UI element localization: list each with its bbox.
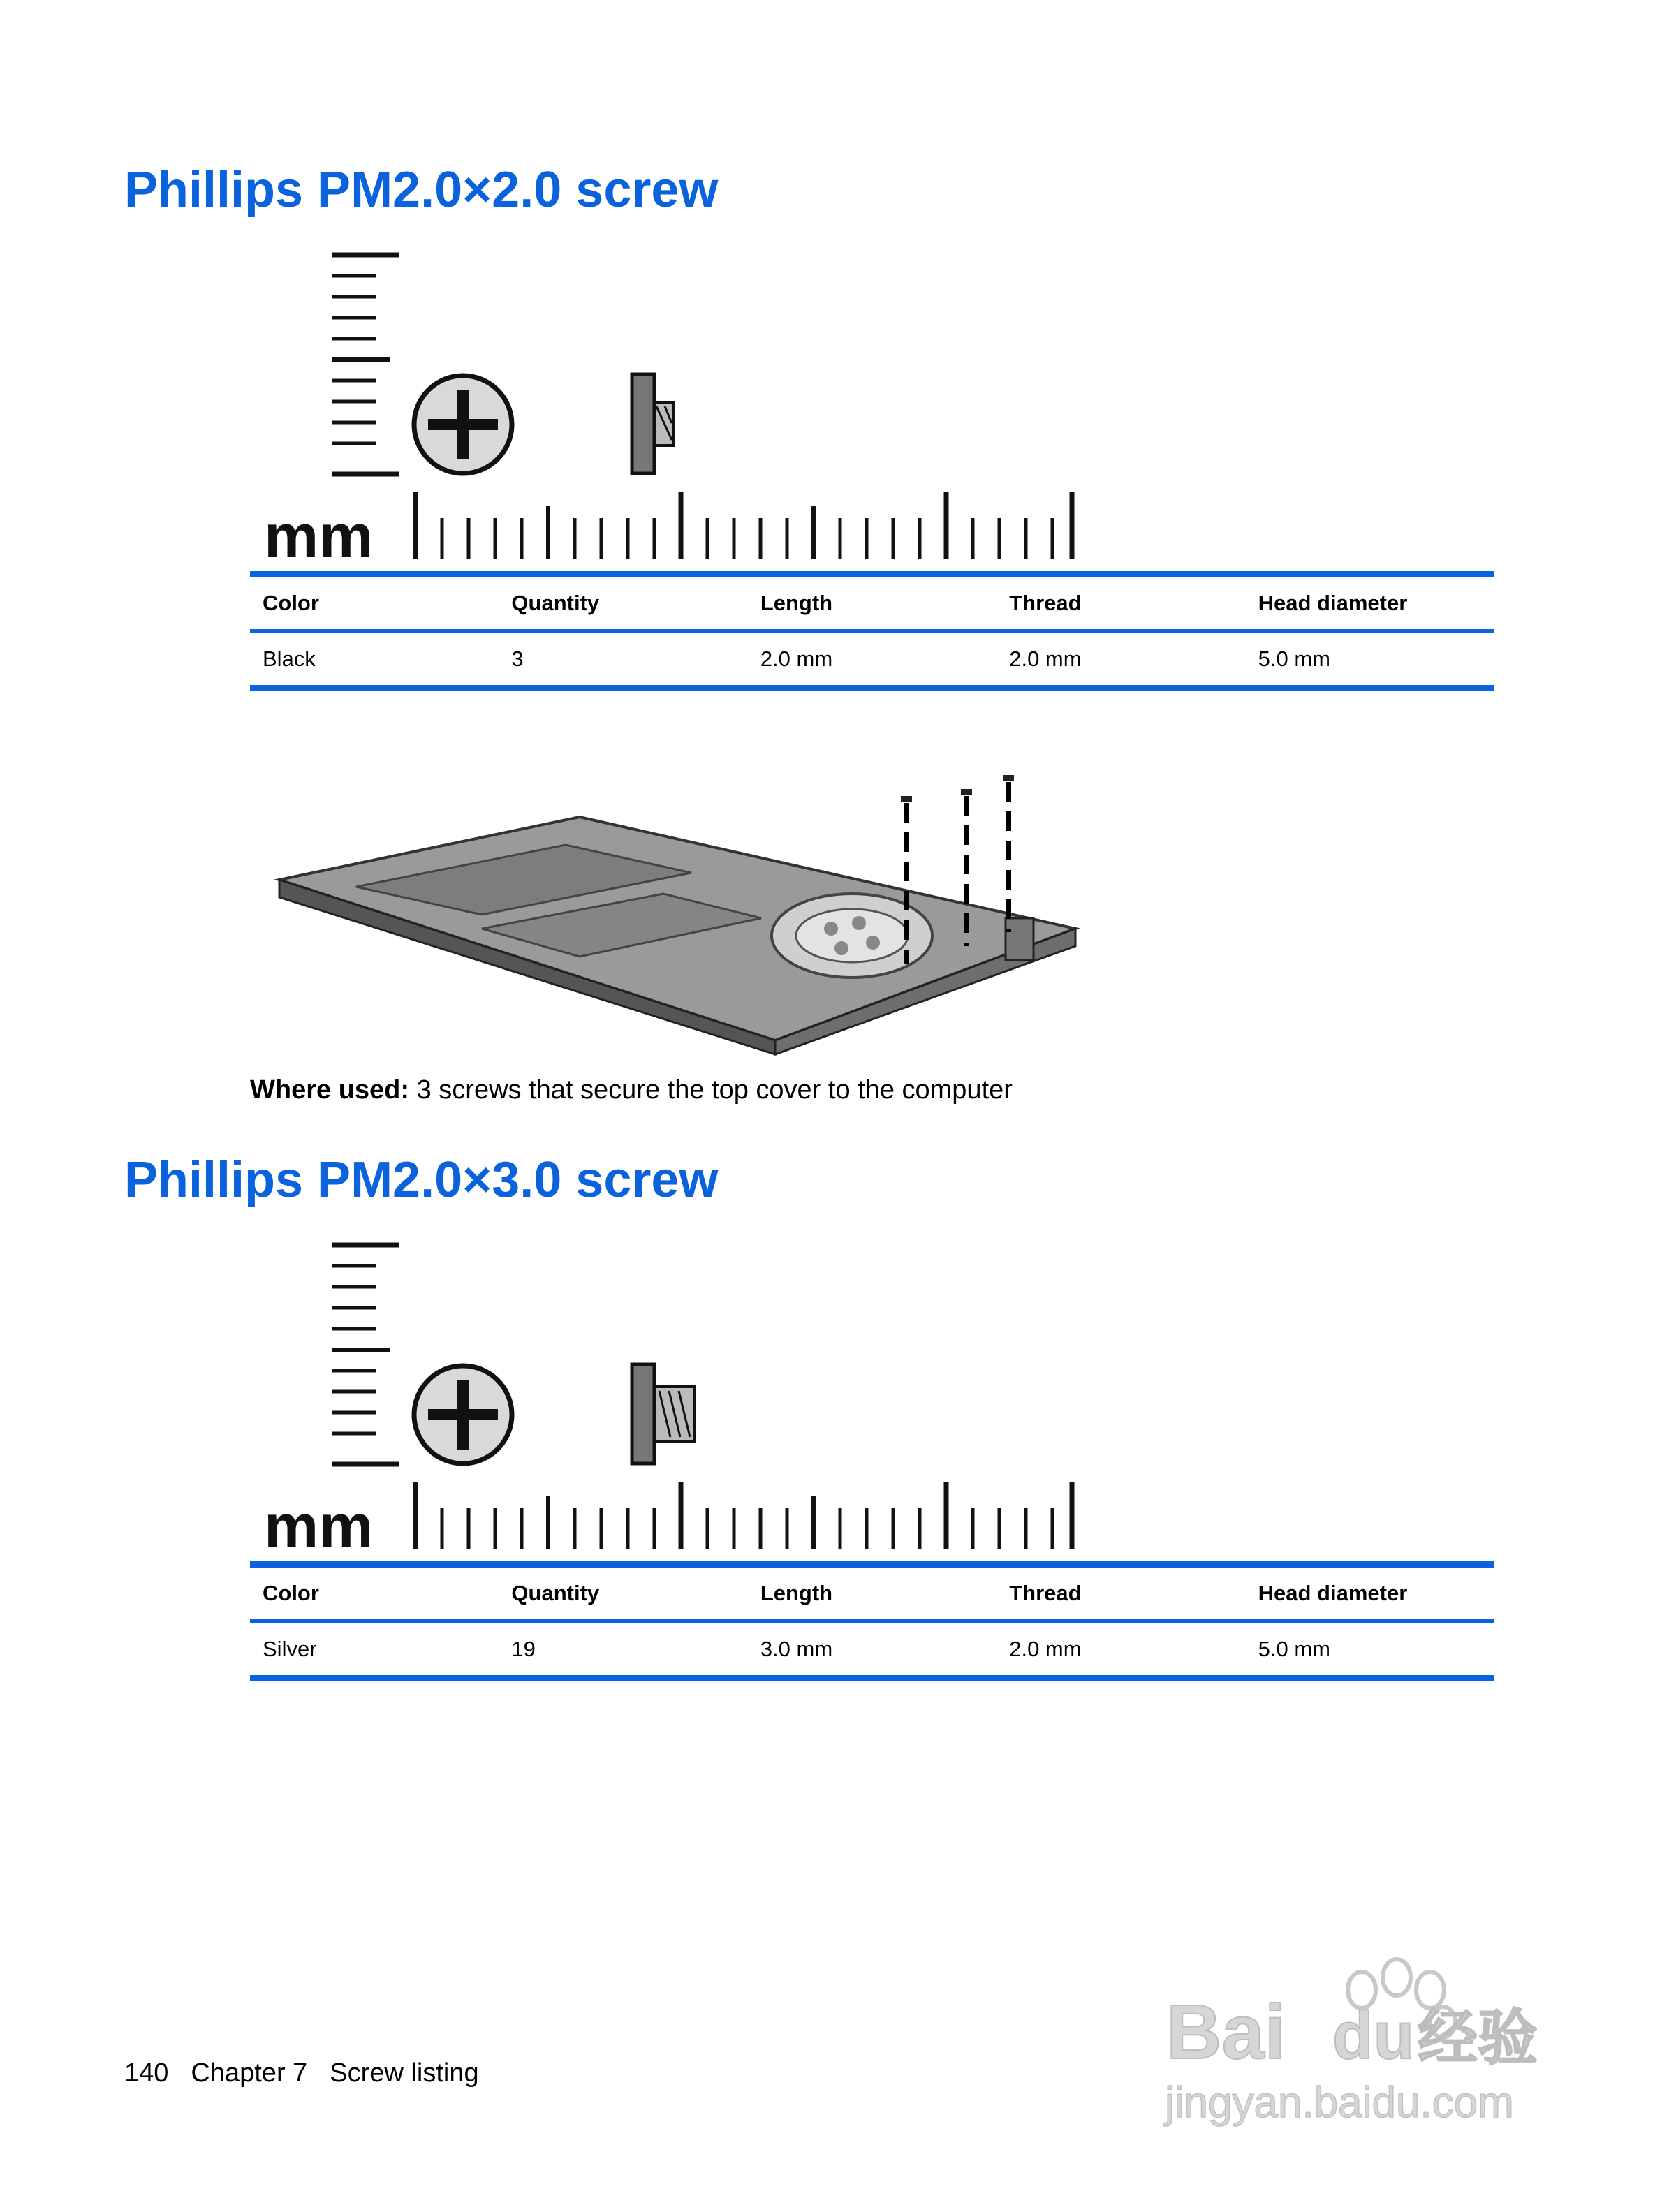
cell-length: 3.0 mm	[760, 1637, 833, 1661]
screw-diagram-1	[251, 244, 1089, 580]
table-header-row	[250, 577, 1494, 633]
ruler-unit-label: mm	[264, 501, 374, 570]
cell-quantity: 3	[511, 647, 524, 671]
screw-side-view	[632, 1364, 695, 1463]
footer-chapter: Chapter 7	[191, 2058, 308, 2088]
cell-color: Silver	[263, 1637, 317, 1661]
horizontal-ruler	[416, 492, 1072, 559]
cell-head-diameter: 5.0 mm	[1258, 1637, 1330, 1661]
screw-head-top-view	[414, 376, 512, 473]
baidu-watermark	[1159, 1941, 1550, 2140]
page-footer	[124, 2058, 479, 2088]
section-title-1: Phillips PM2.0×2.0 screw	[124, 162, 719, 218]
cell-head-diameter: 5.0 mm	[1258, 647, 1330, 671]
cell-thread: 2.0 mm	[1009, 1637, 1082, 1661]
watermark-url: jingyan.baidu.com	[1165, 2079, 1514, 2127]
header-length: Length	[760, 1581, 833, 1605]
header-color: Color	[263, 1581, 319, 1605]
header-quantity: Quantity	[511, 1581, 600, 1605]
header-thread: Thread	[1009, 591, 1082, 615]
vertical-ruler	[332, 255, 399, 474]
spec-table-1	[250, 571, 1494, 691]
header-head-diameter: Head diameter	[1258, 591, 1408, 615]
laptop-base-illustration	[272, 768, 1096, 1065]
table-row	[250, 633, 1494, 685]
cell-quantity: 19	[511, 1637, 536, 1661]
screw-figure-2	[251, 1234, 1089, 1570]
screw-diagram-2	[251, 1234, 1089, 1570]
header-thread: Thread	[1009, 1581, 1082, 1605]
header-head-diameter: Head diameter	[1258, 1581, 1408, 1605]
table-header-row	[250, 1568, 1494, 1623]
spec-table-2	[250, 1561, 1494, 1681]
where-used-text	[250, 1075, 1013, 1105]
watermark-brand-cn: 经验	[1418, 2003, 1538, 2073]
vertical-ruler	[332, 1245, 399, 1464]
where-used-label: Where used:	[250, 1075, 410, 1105]
cell-length: 2.0 mm	[760, 647, 833, 671]
horizontal-ruler	[416, 1482, 1072, 1549]
watermark-brand-du: du	[1332, 1998, 1415, 2073]
screw-figure-1	[251, 244, 1089, 580]
cell-color: Black	[263, 647, 316, 671]
footer-section: Screw listing	[330, 2058, 479, 2088]
page-number: 140	[124, 2058, 169, 2088]
screw-side-view	[632, 374, 674, 473]
header-quantity: Quantity	[511, 591, 600, 615]
cell-thread: 2.0 mm	[1009, 647, 1082, 671]
baidu-paw-logo	[1159, 1941, 1550, 2137]
table-row	[250, 1623, 1494, 1675]
screw-head-top-view	[414, 1366, 512, 1463]
ruler-unit-label: mm	[264, 1491, 374, 1561]
section-title-2: Phillips PM2.0×3.0 screw	[124, 1152, 719, 1208]
where-used-description: 3 screws that secure the top cover to the computer	[409, 1075, 1013, 1105]
watermark-brand-latin: Bai	[1166, 1989, 1286, 2075]
header-length: Length	[760, 591, 833, 615]
header-color: Color	[263, 591, 319, 615]
